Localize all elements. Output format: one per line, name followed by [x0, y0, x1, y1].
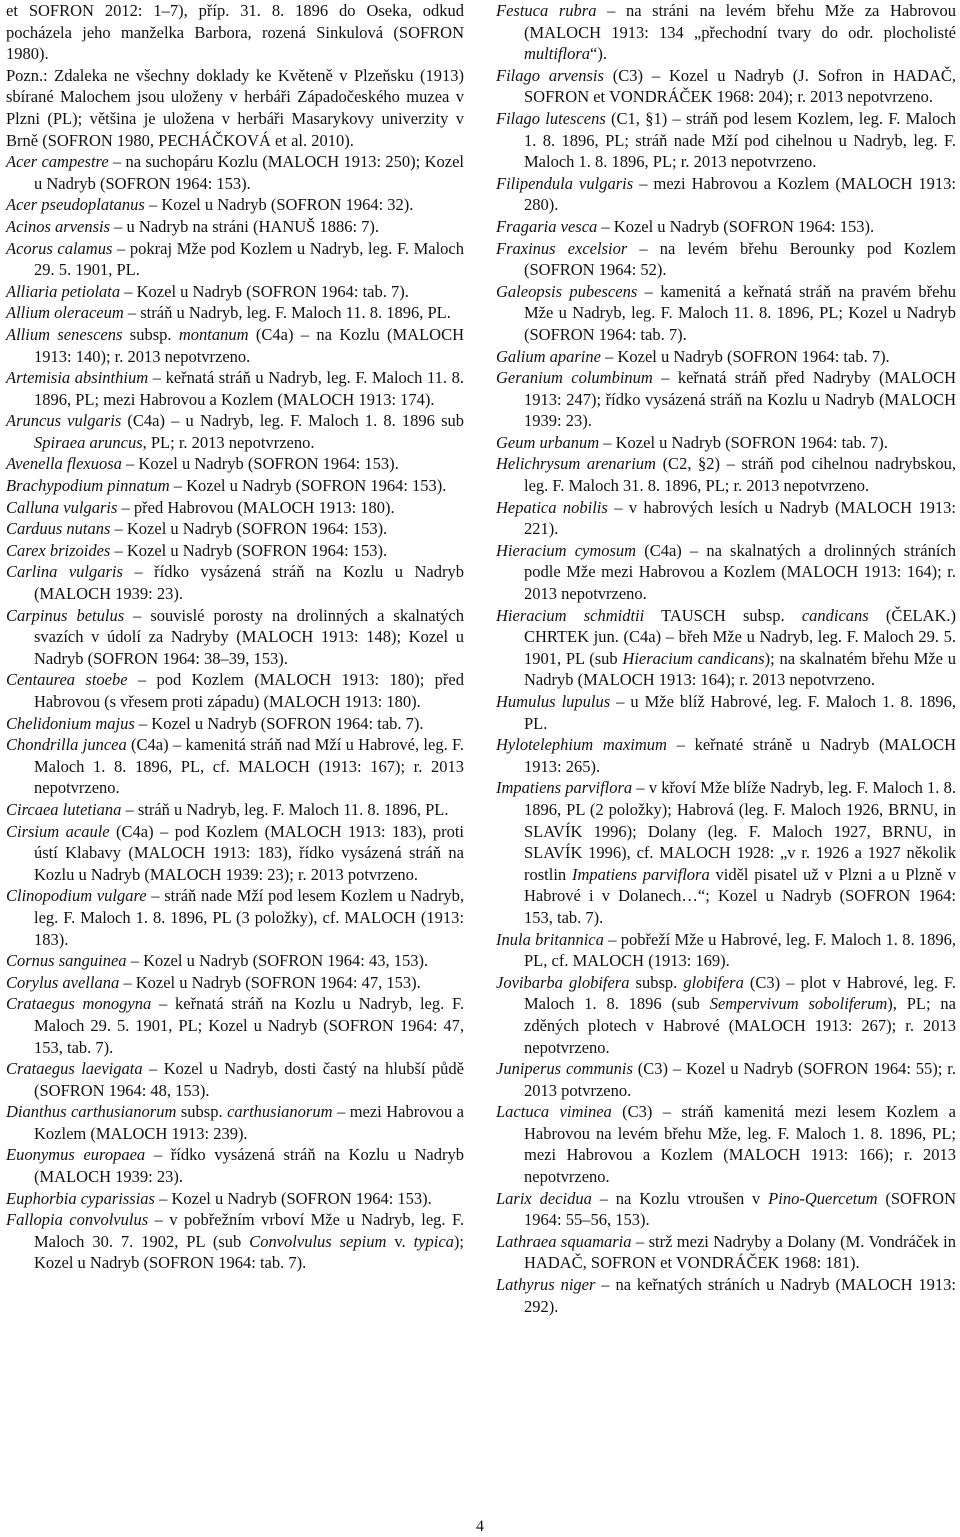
italic-name: Acer campestre	[6, 152, 109, 172]
italic-name: carthusianorum	[227, 1102, 333, 1122]
entry-text: (C4a) – pod Kozlem (MALOCH 1913: 183), proti ústí Klabavy (MALOCH 1913: 183), řídko vysázená stráň na Kozlu u Nadryb (MALOCH 1939: 23); r. 2013 potvrzeno.	[34, 821, 464, 884]
species-entry	[496, 367, 956, 432]
species-entry	[6, 302, 464, 324]
italic-name: Chelidonium majus	[6, 713, 135, 733]
italic-name: Allium senescens	[6, 324, 123, 344]
italic-name: Festuca rubra	[496, 1, 597, 20]
entry-text: viděl pisatel už v Plzni a u Plzně v Habrové i v Dolanech…“; Kozel u Nadryb (SOFRON 1964: 153, tab. 7).	[524, 864, 957, 927]
species-entry	[6, 324, 464, 367]
entry-text: – Kozel u Nadryb (SOFRON 1964: tab. 7).	[600, 346, 890, 366]
species-entry	[6, 1188, 464, 1210]
species-entry	[6, 1101, 464, 1144]
italic-name: Galeopsis pubescens	[496, 281, 638, 301]
entry-text: – řídko vysázená stráň na Kozlu u Nadryb (MALOCH 1939: 23).	[34, 562, 465, 604]
species-entry	[6, 194, 464, 216]
entry-text: – keřnaté stráně u Nadryb (MALOCH 1913: 265).	[524, 735, 956, 776]
italic-name: Hieracium candicans	[622, 648, 765, 668]
entry-text: – stráň u Nadryb, leg. F. Maloch 11. 8. 1896, PL.	[123, 303, 451, 323]
italic-name: Euonymus europaea	[6, 1145, 146, 1165]
italic-name: Spiraea aruncus	[34, 432, 143, 452]
italic-name: Allium oleraceum	[6, 303, 124, 323]
italic-name: Fragaria vesca	[496, 216, 598, 236]
entry-text: (C4a) – u Nadryb, leg. F. Maloch 1. 8. 1896 sub	[121, 411, 464, 431]
italic-name: Filipendula vulgaris	[496, 173, 634, 193]
entry-text: ); Kozel u Nadryb (SOFRON 1964: tab. 7).	[34, 1231, 464, 1273]
italic-name: Carpinus betulus	[6, 605, 125, 625]
entry-text: – Kozel u Nadryb (SOFRON 1964: tab. 7).	[134, 713, 424, 733]
species-entry	[496, 65, 956, 108]
italic-name: globifera	[683, 972, 744, 992]
entry-text: (SOFRON 1964: 55–56, 153).	[524, 1188, 956, 1230]
species-entry	[496, 777, 956, 928]
entry-text: (C3) – Kozel u Nadryb (SOFRON 1964: 55); r. 2013 potvrzeno.	[524, 1059, 956, 1100]
species-entry	[496, 691, 956, 734]
entry-text: subsp.	[122, 324, 179, 344]
italic-name: Inula britannica	[496, 929, 604, 949]
page-number: 4	[476, 1518, 484, 1535]
italic-name: Lactuca viminea	[496, 1102, 612, 1122]
species-entry	[496, 497, 956, 540]
italic-name: Lathraea squamaria	[496, 1231, 632, 1251]
species-entry	[496, 734, 956, 777]
italic-name: Crataegus monogyna	[6, 994, 152, 1014]
species-entry	[496, 173, 956, 216]
entry-text: – pobřeží Mže u Habrové, leg. F. Maloch 1. 8. 1896, PL, cf. MALOCH (1913: 169).	[524, 929, 956, 971]
species-entry	[6, 561, 464, 604]
italic-name: Cornus sanguinea	[6, 951, 127, 971]
entry-text: – Kozel u Nadryb (SOFRON 1964: 43, 153).	[126, 951, 429, 971]
species-entry	[6, 799, 464, 821]
right-column	[496, 0, 956, 1317]
entry-text: (C4a) – na skalnatých a drolinných stráních podle Mže mezi Habrovou a Kozlem (MALOCH 1913: 164); r. 2013 nepotvrzeno.	[524, 540, 957, 604]
entry-text: (C3) – Kozel u Nadryb (J. Sofron in HADAČ, SOFRON et VONDRÁČEK 1968: 204); r. 2013 nepotvrzeno.	[524, 65, 956, 107]
entry-text: – na Kozlu vtroušen v	[591, 1188, 769, 1208]
entry-text: ); na skalnatém břehu Mže u Nadryb (MALOCH 1913: 164); r. 2013 nepotvrzeno.	[524, 648, 956, 690]
entry-text: v.	[386, 1231, 414, 1251]
entry-text: – Kozel u Nadryb (SOFRON 1964: 153).	[154, 1188, 432, 1208]
italic-name: Hylotelephium maximum	[496, 735, 667, 755]
species-entry	[6, 1209, 464, 1274]
entry-text: – na keřnatých stráních u Nadryb (MALOCH 1913: 292).	[524, 1275, 956, 1316]
entry-text: (C2, §2) – stráň pod cihelnou nadrybskou, leg. F. Maloch 31. 8. 1896, PL; r. 2013 nepotvrzeno.	[524, 454, 956, 496]
italic-name: Humulus lupulus	[496, 692, 611, 711]
entry-text: – keřnatá stráň před Nadryby (MALOCH 1913: 247); řídko vysázená stráň na Kozlu u Nadryb (MALOCH 1939: 23).	[524, 368, 956, 431]
entry-text: (C1, §1) – stráň pod lesem Kozlem, leg. F. Maloch 1. 8. 1896, PL; stráň nade Mží pod cihelnou u Nadryb, leg. F. Maloch 1. 8. 1896, PL; r. 2013 nepotvrzeno.	[524, 108, 957, 172]
species-entry	[6, 410, 464, 453]
entry-text: – na levém břehu Berounky pod Kozlem (SOFRON 1964: 52).	[524, 238, 956, 280]
species-entry	[496, 1274, 956, 1317]
italic-name: Impatiens parviflora	[571, 864, 710, 884]
entry-text: – Kozel u Nadryb (SOFRON 1964: 32).	[144, 195, 414, 215]
entry-text: (C3) – stráň kamenitá mezi lesem Kozlem a Habrovou na levém břehu Mže, leg. F. Maloch 1. 8. 1896, PL; mezi Habrovou a Kozlem (MALOCH 1913: 166); r. 2013 nepotvrzeno.	[524, 1102, 956, 1187]
species-entry	[496, 238, 956, 281]
italic-name: Avenella flexuosa	[6, 454, 122, 474]
entry-text: – stráň u Nadryb, leg. F. Maloch 11. 8. 1896, PL.	[121, 799, 449, 819]
italic-name: Geum urbanum	[496, 432, 600, 452]
entry-text: ), PL; na zděných plotech v Habrové (MALOCH 1913: 267); r. 2013 nepotvrzeno.	[524, 994, 956, 1057]
entry-text: – mezi Habrovou a Kozlem (MALOCH 1913: 239).	[34, 1102, 465, 1143]
italic-name: multiflora	[524, 44, 591, 64]
italic-name: candicans	[801, 605, 869, 625]
italic-name: Circaea lutetiana	[6, 799, 122, 819]
species-entry	[496, 972, 956, 1058]
italic-name: Filago lutescens	[496, 108, 606, 128]
entry-text: – pod Kozlem (MALOCH 1913: 180); před Habrovou (s vřesem proti západu) (MALOCH 1913: 180).	[34, 670, 464, 711]
entry-text: – strž mezi Nadryby a Dolany (M. Vondráček in HADAČ, SOFRON et VONDRÁČEK 1968: 181).	[524, 1231, 956, 1273]
italic-name: Fallopia convolvulus	[6, 1210, 149, 1230]
entry-text: – Kozel u Nadryb (SOFRON 1964: 153).	[169, 476, 447, 496]
species-entry	[6, 821, 464, 886]
italic-name: Carduus nutans	[6, 519, 111, 539]
species-entry	[6, 518, 464, 540]
entry-text: subsp.	[176, 1102, 228, 1122]
paragraph	[6, 65, 464, 151]
entry-text: – na stráni na levém břehu Mže za Habrovou (MALOCH 1913: 134 „přechodní tvary do odr. plocholisté	[524, 1, 956, 42]
italic-name: Aruncus vulgaris	[6, 411, 122, 431]
italic-name: Hepatica nobilis	[496, 497, 608, 517]
species-entry	[6, 453, 464, 475]
italic-name: Dianthus carthusianorum	[6, 1102, 177, 1122]
species-entry	[496, 540, 956, 605]
entry-text: – Kozel u Nadryb (SOFRON 1964: 153).	[110, 540, 388, 560]
species-entry	[6, 238, 464, 281]
entry-text: – souvislé porosty na drolinných a skalnatých svazích v údolí za Nadryby (MALOCH 1913: 148); Kozel u Nadryb (SOFRON 1964: 38–39, 153).	[34, 605, 464, 668]
entry-text: – Kozel u Nadryb (SOFRON 1964: 47, 153).	[119, 972, 421, 992]
species-entry	[496, 929, 956, 972]
entry-text: – u Nadryb na stráni (HANUŠ 1886: 7).	[110, 216, 380, 236]
species-entry	[6, 605, 464, 670]
italic-name: Larix decidua	[496, 1188, 592, 1208]
entry-text: – v křoví Mže blíže Nadryb, leg. F. Maloch 1. 8. 1896, PL (2 položky); Habrová (leg. F. Maloch 1926, BRNU, in SLAVÍK 1996); Dolany (leg. F. Maloch 1927, BRNU, in SLAVÍK 1996), cf. MALOCH 1928: „v r. 1926 a 1927 několik rostlin	[524, 778, 956, 884]
italic-name: Helichrysum arenarium	[496, 454, 656, 474]
italic-name: typica	[413, 1231, 454, 1251]
species-entry	[6, 497, 464, 519]
entry-text: – pokraj Mže pod Kozlem u Nadryb, leg. F. Maloch 29. 5. 1901, PL.	[34, 238, 464, 280]
species-entry	[496, 346, 956, 368]
entry-text: – u Mže blíž Habrové, leg. F. Maloch 1. 8. 1896, PL.	[524, 692, 956, 733]
italic-name: Euphorbia cyparissias	[6, 1188, 155, 1208]
species-entry	[6, 281, 464, 303]
italic-name: Carex brizoides	[6, 540, 111, 560]
entry-text: – v pobřežním vrboví Mže u Nadryb, leg. F. Maloch 30. 7. 1902, PL (sub	[34, 1210, 464, 1251]
italic-name: Acorus calamus	[6, 238, 113, 258]
paragraph	[6, 0, 464, 65]
italic-name: Calluna vulgaris	[6, 497, 118, 517]
entry-text: – v habrových lesích u Nadryb (MALOCH 1913: 221).	[524, 497, 956, 539]
species-entry	[496, 432, 956, 454]
species-entry	[496, 1101, 956, 1187]
species-entry	[6, 151, 464, 194]
species-entry	[6, 540, 464, 562]
italic-name: Juniperus communis	[496, 1059, 633, 1079]
italic-name: Hieracium cymosum	[496, 540, 637, 560]
italic-name: Artemisia absinthium	[6, 368, 149, 388]
entry-text: “).	[590, 44, 607, 64]
species-entry	[496, 281, 956, 346]
species-entry	[496, 1231, 956, 1274]
entry-text: – Kozel u Nadryb (SOFRON 1964: 153).	[597, 216, 875, 236]
italic-name: montanum	[178, 324, 249, 344]
species-entry	[6, 972, 464, 994]
italic-name: Fraxinus excelsior	[496, 238, 628, 258]
italic-name: Centaurea stoebe	[6, 670, 128, 690]
italic-name: Corylus avellana	[6, 972, 120, 992]
species-entry	[496, 0, 956, 65]
italic-name: Jovibarba globifera	[496, 972, 630, 992]
species-entry	[496, 453, 956, 496]
italic-name: Clinopodium vulgare	[6, 886, 147, 906]
species-entry	[496, 216, 956, 238]
entry-text: – mezi Habrovou a Kozlem (MALOCH 1913: 280).	[524, 173, 956, 215]
entry-text: – kamenitá a keřnatá stráň na pravém břehu Mže u Nadryb, leg. F. Maloch 11. 8. 1896, PL; Kozel u Nadryb (SOFRON 1964: tab. 7).	[524, 281, 956, 344]
entry-text: subsp.	[629, 972, 684, 992]
species-entry	[6, 713, 464, 735]
entry-text: – Kozel u Nadryb (SOFRON 1964: tab. 7).	[599, 432, 888, 452]
left-column	[6, 0, 464, 1274]
entry-text: (C4a) – na Kozlu (MALOCH 1913: 140); r. 2013 nepotvrzeno.	[34, 324, 465, 366]
species-entry	[496, 605, 956, 691]
entry-text: et SOFRON 2012: 1–7), příp. 31. 8. 1896 do Oseka, odkud pocházela jeho manželka Barbora, rozená Sinkulová (SOFRON 1980).	[6, 1, 464, 64]
italic-name: Alliaria petiolata	[6, 281, 121, 301]
italic-name: Pino-Quercetum	[768, 1188, 878, 1208]
italic-name: Carlina vulgaris	[6, 562, 123, 582]
entry-text: (C3) – plot v Habrové, leg. F. Maloch 1. 8. 1896 (sub	[524, 972, 957, 1014]
entry-text: – Kozel u Nadryb (SOFRON 1964: tab. 7).	[120, 281, 409, 301]
species-entry	[6, 1144, 464, 1187]
species-entry	[496, 1058, 956, 1101]
italic-name: Crataegus laevigata	[6, 1059, 143, 1079]
italic-name: Acer pseudoplatanus	[6, 195, 145, 215]
species-entry	[6, 216, 464, 238]
italic-name: Lathyrus niger	[496, 1275, 596, 1295]
italic-name: Acinos arvensis	[6, 216, 111, 236]
entry-text: – řídko vysázená stráň na Kozlu u Nadryb (MALOCH 1939: 23).	[34, 1145, 465, 1187]
entry-text: (ČELAK.) CHRTEK jun. (C4a) – břeh Mže u Nadryb, leg. F. Maloch 29. 5. 1901, PL (sub	[524, 605, 957, 668]
entry-text: – na suchopáru Kozlu (MALOCH 1913: 250); Kozel u Nadryb (SOFRON 1964: 153).	[34, 152, 464, 193]
italic-name: Hieracium schmidtii	[496, 605, 645, 625]
species-entry	[6, 1058, 464, 1101]
entry-text: – keřnatá stráň u Nadryb, leg. F. Maloch 11. 8. 1896, PL; mezi Habrovou a Kozlem (MALOCH 1913: 174).	[34, 368, 464, 409]
entry-text: (C4a) – kamenitá stráň nad Mží u Habrové, leg. F. Maloch 1. 8. 1896, PL, cf. MALOCH (1913: 167); r. 2013 nepotvrzeno.	[34, 735, 464, 798]
species-entry	[6, 950, 464, 972]
italic-name: Chondrilla juncea	[6, 735, 127, 755]
italic-name: Brachypodium pinnatum	[6, 476, 170, 496]
italic-name: Cirsium acaule	[6, 821, 110, 841]
italic-name: Geranium columbinum	[496, 368, 653, 388]
species-entry	[6, 734, 464, 799]
species-entry	[6, 669, 464, 712]
entry-text: Pozn.: Zdaleka ne všechny doklady ke Květeně v Plzeňsku (1913) sbírané Malochem jsou uloženy v herbáři Západočeského muzea v Plzni (PL); většina je uložena v herbáři Masarykovy univerzity v Brně (SOFRON 1980, PECHÁČKOVÁ et al. 2010).	[6, 65, 464, 150]
italic-name: Convolvulus sepium	[249, 1231, 387, 1251]
species-entry	[6, 885, 464, 950]
entry-text: – Kozel u Nadryb (SOFRON 1964: 153).	[110, 519, 388, 539]
italic-name: Sempervivum soboliferum	[709, 994, 888, 1014]
italic-name: Impatiens parviflora	[496, 778, 633, 798]
italic-name: Filago arvensis	[496, 65, 604, 85]
entry-text: – keřnatá stráň na Kozlu u Nadryb, leg. F. Maloch 29. 5. 1901, PL; Kozel u Nadryb (SOFRON 1964: 47, 153, tab. 7).	[34, 994, 464, 1057]
species-entry	[6, 993, 464, 1058]
italic-name: Galium aparine	[496, 346, 601, 366]
species-entry	[496, 108, 956, 173]
entry-text: – Kozel u Nadryb, dosti častý na hlubší půdě (SOFRON 1964: 48, 153).	[34, 1059, 465, 1100]
entry-text: , PL; r. 2013 nepotvrzeno.	[142, 432, 315, 452]
entry-text: – stráň nade Mží pod lesem Kozlem u Nadryb, leg. F. Maloch 1. 8. 1896, PL (3 položky), cf. MALOCH (1913: 183).	[34, 886, 464, 949]
entry-text: – před Habrovou (MALOCH 1913: 180).	[117, 497, 395, 517]
species-entry	[496, 1188, 956, 1231]
entry-text: – Kozel u Nadryb (SOFRON 1964: 153).	[121, 454, 399, 474]
species-entry	[6, 475, 464, 497]
species-entry	[6, 367, 464, 410]
entry-text: TAUSCH subsp.	[644, 605, 802, 625]
